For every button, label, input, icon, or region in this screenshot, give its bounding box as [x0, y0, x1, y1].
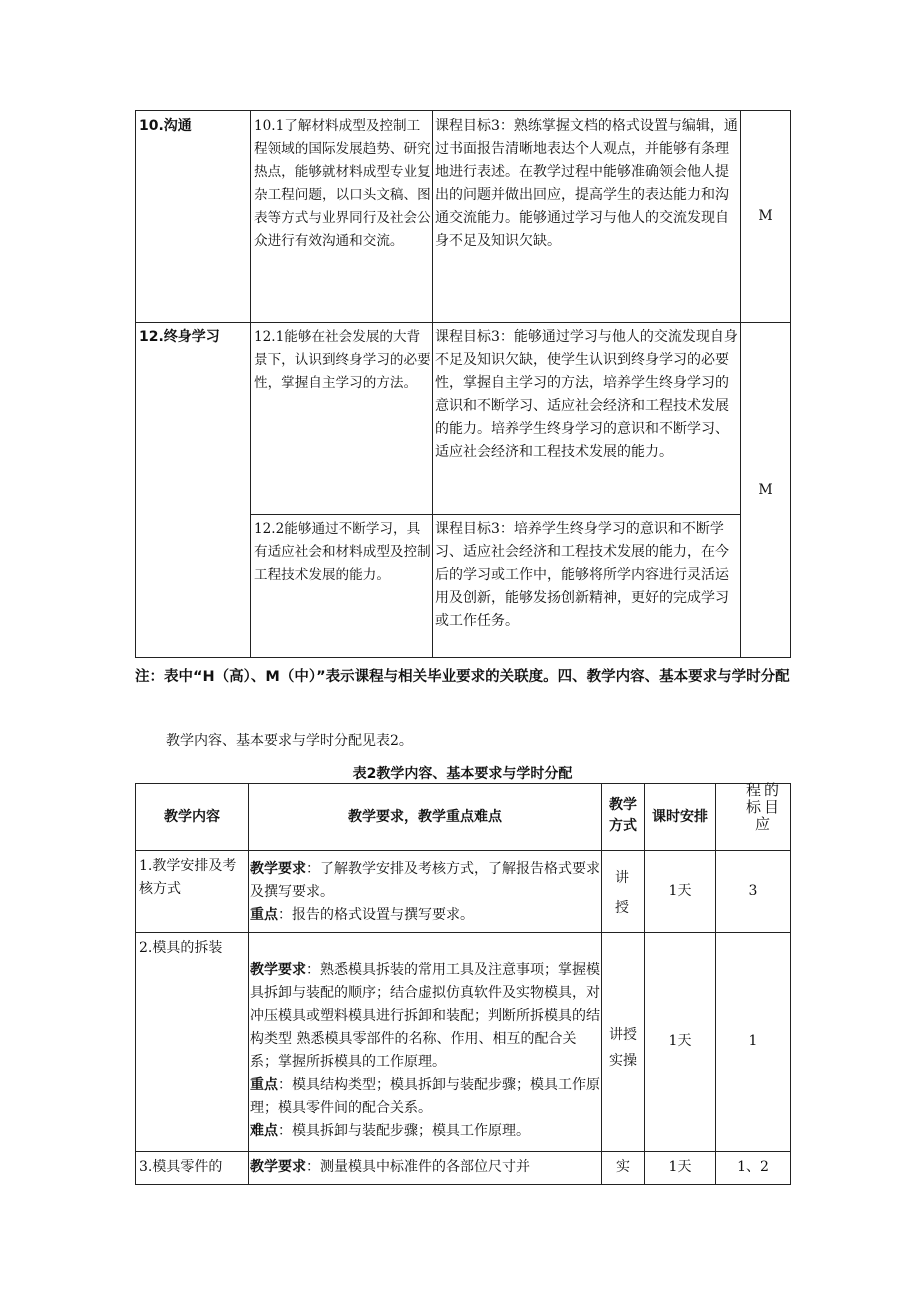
course-target: 课程目标3：熟练掌握文档的格式设置与编辑，通过书面报告清晰地表达个人观点，并能够有条理地进行表述。在教学过程中能够准确领会他人提出的问题并做出回应，提高学生的表达能力和沟通交流能力。能够通过学习与他人的交流发现自身不足及知识欠缺。 [435, 118, 738, 249]
req-text: ：了解教学安排及考核方式，了解报告格式要求及撰写要求。 [250, 861, 600, 900]
graduation-requirement: 12.终身学习 [139, 329, 220, 345]
key-label: 重点 [250, 1077, 278, 1093]
intro-paragraph: 教学内容、基本要求与学时分配见表2。 [166, 733, 413, 749]
hours-cell: 1天 [668, 1033, 692, 1049]
req-label: 教学要求 [250, 861, 306, 877]
method-cell: 实 [616, 1159, 630, 1175]
relevance-level: M [758, 208, 773, 224]
key-text: ：模具结构类型；模具拆卸与装配步骤；模具工作原理；模具零件间的配合关系。 [250, 1077, 600, 1116]
course-target: 课程目标3：能够通过学习与他人的交流发现自身不足及知识欠缺，使学生认识到终身学习的必要性，掌握自主学习的方法，培养学生终身学习的意识和不断学习、适应社会经济和工程技术发展的能力。培养学生终身学习的意识和不断学习、适应社会经济和工程技术发展的能力。 [435, 329, 738, 460]
table-note: 注：表中“H（高）、M（中）”表示课程与相关毕业要求的关联度。四、教学内容、基本要求与学时分配 [135, 669, 790, 685]
key-label: 重点 [250, 907, 278, 923]
relevance-level: M [758, 482, 773, 498]
key-text: ：报告的格式设置与撰写要求。 [278, 907, 474, 923]
difficulty-text: ：模具拆卸与装配步骤；模具工作原理。 [278, 1123, 530, 1139]
target-cell: 1、2 [737, 1159, 769, 1175]
indicator-point: 12.2能够通过不断学习，具有适应社会和材料成型及控制工程技术发展的能力。 [254, 521, 431, 583]
header-target: 程的标目应 [745, 781, 782, 833]
requirements-cell [250, 1156, 600, 1179]
req-text: ：熟悉模具拆装的常用工具及注意事项；掌握模具拆卸与装配的顺序；结合虚拟仿真软件及实物模具，对冲压模具或塑料模具进行拆卸和装配；判断所拆模具的结构类型 熟悉模具零部件的名称、作用、相互的配合关系；掌握所拆模具的工作原理。 [250, 962, 600, 1070]
difficulty-label: 难点 [250, 1123, 278, 1139]
req-text: ：测量模具中标准件的各部位尺寸并 [306, 1159, 530, 1175]
content-cell: 2.模具的拆装 [139, 940, 223, 956]
graduation-requirement: 10.沟通 [139, 118, 192, 134]
header-content: 教学内容 [164, 809, 220, 825]
indicator-point: 12.1能够在社会发展的大背景下，认识到终身学习的必要性，掌握自主学习的方法。 [254, 329, 431, 391]
header-requirements: 教学要求，教学重点难点 [348, 809, 502, 825]
target-cell: 1 [748, 1033, 758, 1049]
course-target: 课程目标3：培养学生终身学习的意识和不断学习、适应社会经济和工程技术发展的能力，在今后的学习或工作中，能够将所学内容进行灵活运用及创新，能够发扬创新精神，更好的完成学习或工作任务。 [435, 521, 729, 629]
content-cell: 3.模具零件的 [139, 1159, 223, 1175]
target-cell: 3 [748, 883, 758, 899]
method-cell: 讲授 [615, 870, 629, 916]
table-2-caption: 表2教学内容、基本要求与学时分配 [352, 766, 573, 782]
requirements-cell [250, 959, 600, 1143]
req-label: 教学要求 [250, 1159, 306, 1175]
req-label: 教学要求 [250, 962, 306, 978]
hours-cell: 1天 [668, 883, 692, 899]
hours-cell: 1天 [668, 1159, 692, 1175]
method-cell: 讲授实操 [609, 1027, 637, 1069]
requirements-cell [250, 858, 600, 927]
indicator-point: 10.1了解材料成型及控制工程领域的国际发展趋势、研究热点，能够就材料成型专业复杂工程问题，以口头文稿、图表等方式与业界同行及社会公众进行有效沟通和交流。 [254, 118, 431, 249]
content-cell: 1.教学安排及考核方式 [139, 858, 237, 897]
header-hours: 课时安排 [652, 809, 708, 825]
header-method: 教学方式 [609, 797, 637, 834]
